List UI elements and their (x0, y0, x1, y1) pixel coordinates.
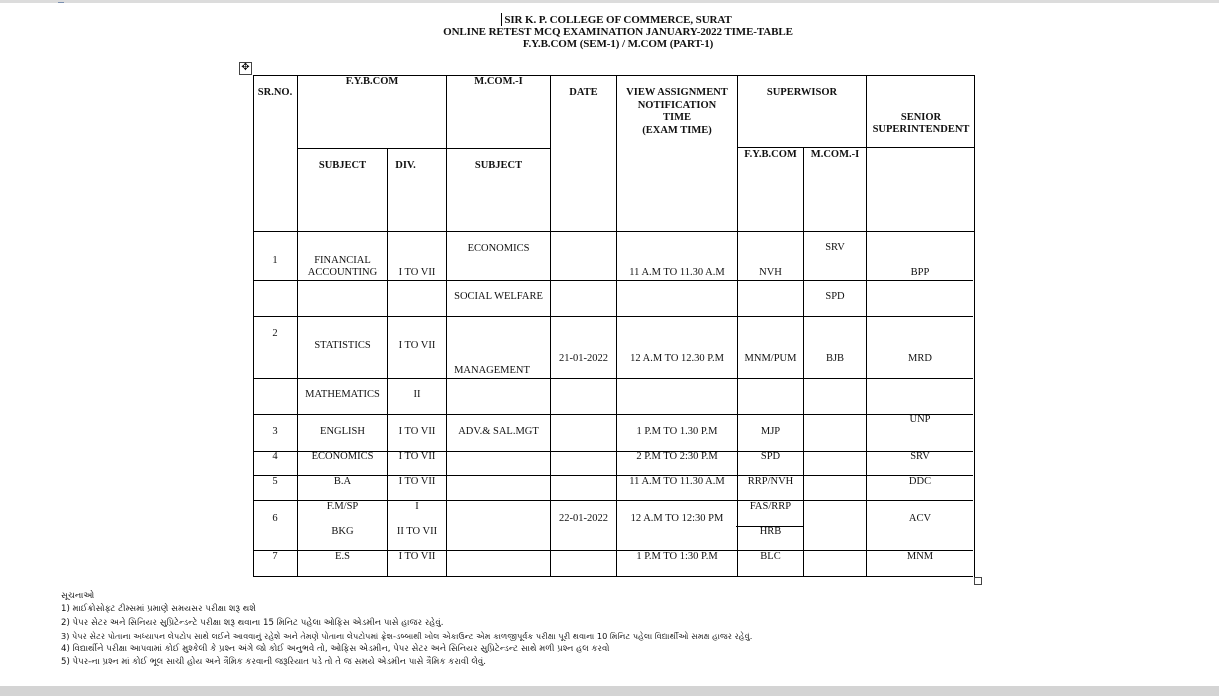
sup-fybcom-row-1: NVH (759, 267, 782, 278)
header-date: DATE (569, 87, 598, 98)
mcom-subject-adv-sal-mgt: ADV.& SAL.MGT (458, 426, 539, 437)
instruction-5: 5) પેપર-ના પ્રશ્ન માં કોઈ ભૂલ સાચી હોય અને ત્રૈમિક કરવાની જરૂરિયાત પડે તો તે જ સમયે એડમીન પાસે ત્રૈમિક કરાવી લેવું. (61, 657, 487, 668)
header-mcom: M.COM.-I (474, 76, 523, 87)
grid-line (253, 75, 254, 577)
header-senior-superintendent: SENIOR SUPERINTENDENT (872, 112, 970, 135)
subject-bkg: BKG (331, 526, 354, 537)
div-mathematics: II (413, 389, 421, 400)
table-resize-handle[interactable] (974, 577, 982, 585)
time-row-5: 11 A.M TO 11.30 A.M (629, 476, 725, 487)
header-sr-no: SR.NO. (257, 87, 293, 98)
senior-row-6: ACV (908, 513, 932, 524)
grid-line (446, 75, 447, 577)
senior-row-5: DDC (908, 476, 932, 487)
sup-fybcom-row-4: SPD (760, 451, 781, 462)
grid-line (253, 378, 973, 379)
div-financial: I TO VII (398, 267, 436, 278)
time-row-1: 11 A.M TO 11.30 A.M (629, 267, 725, 278)
subject-es: E.S (335, 551, 350, 562)
instruction-3: 3) પેપર સેટર પોતાના અધ્યાપન લેપટોપ સાથે લઈને આવવાનું રહેશે અને તેમણે પોતાના લેપટોપમાં ફ્રેશ-ડબ્બાથી ખોલ એકાઉન્ટ એમ કાળજીપૂર્વક પરીક્ષા પૂરી થવાના 10 મિનિટ પહેલા વિદ્યાર્થીઓ સમક્ષ હાજર રહેવું. (61, 630, 753, 641)
senior-row-3: UNP (909, 414, 931, 425)
grid-line (616, 75, 617, 577)
date-21-01-2022: 21-01-2022 (559, 353, 608, 364)
div-es: I TO VII (398, 551, 436, 562)
sr-1: 1 (272, 255, 278, 266)
time-row-2: 12 A.M TO 12.30 P.M (630, 353, 724, 364)
sup-fybcom-row-7: BLC (760, 551, 781, 562)
senior-row-2: MRD (908, 353, 932, 364)
header-mcom-subject: SUBJECT (474, 160, 523, 171)
grid-line (253, 280, 973, 281)
instruction-4: 4) વિદ્યાર્થીને પરીક્ષા આપવામાં કોઈ મુશ્કેલી કે પ્રશ્ન અંગે જો કોઈ અનુભવે તો, ઓફિસ એડમીન, પેપર સેટર અને સિનિયર સુપ્રિટેન્ડન્ટ સાથે મળી પ્રશ્ન હલ કરવો (61, 644, 610, 655)
exam-title: ONLINE RETEST MCQ EXAMINATION JANUARY-2022 TIME-TABLE (443, 26, 793, 38)
grid-line (737, 147, 975, 148)
sup-fybcom-row-6b: HRB (759, 526, 782, 537)
sr-6: 6 (272, 513, 278, 524)
instructions-heading: સૂચનાઓ (61, 591, 95, 601)
sup-mcom-spd: SPD (825, 291, 845, 302)
date-22-01-2022: 22-01-2022 (559, 513, 608, 524)
header-sup-fybcom: F.Y.B.COM (744, 149, 797, 160)
div-english: I TO VII (398, 426, 436, 437)
subject-statistics: STATISTICS (314, 340, 371, 351)
sup-mcom-srv: SRV (825, 242, 845, 253)
header-sup-mcom: M.COM.-I (810, 149, 860, 160)
table-move-handle-icon[interactable]: ✥ (239, 62, 252, 75)
header-subject: SUBJECT (318, 160, 367, 171)
mcom-subject-management: MANAGEMENT (454, 365, 530, 376)
senior-row-1: BPP (910, 267, 930, 278)
sup-fybcom-row-3: MJP (760, 426, 781, 437)
sup-fybcom-row-5: RRP/NVH (747, 476, 794, 487)
instruction-2: 2) પેપર સેટર અને સિનિયર સુપ્રિટેન્ડન્ટે પરીક્ષા શરૂ થવાના 15 મિનિટ પહેલા ઓફિસ એડમીન પાસે હાજર રહેવું. (61, 617, 444, 628)
time-row-3: 1 P.M TO 1.30 P.M (636, 426, 718, 437)
senior-row-7: MNM (906, 551, 934, 562)
div-economics: I TO VII (398, 451, 436, 462)
mcom-subject-social-welfare: SOCIAL WELFARE (454, 291, 543, 302)
subject-financial-accounting: FINANCIAL ACCOUNTING (307, 255, 378, 278)
sr-7: 7 (272, 551, 278, 562)
grid-line (974, 75, 975, 577)
subject-economics: ECONOMICS (311, 451, 374, 462)
sup-fybcom-row-2: MNM/PUM (744, 353, 797, 364)
subject-mathematics: MATHEMATICS (305, 389, 380, 400)
header-div: DIV. (395, 160, 416, 171)
grid-line (253, 316, 973, 317)
instructions (61, 590, 752, 670)
sup-mcom-row-2: BJB (825, 353, 845, 364)
header-time: VIEW ASSIGNMENT NOTIFICATION TIME (EXAM TIME) (626, 87, 728, 136)
sr-5: 5 (272, 476, 278, 487)
div-bkg: II TO VII (396, 526, 438, 537)
grid-line (298, 148, 551, 149)
subject-ba: B.A (333, 476, 352, 487)
div-fm-sp: I (415, 501, 419, 512)
time-row-7: 1 P.M TO 1:30 P.M (636, 551, 718, 562)
div-statistics: I TO VII (398, 340, 436, 351)
college-title: SIR K. P. COLLEGE OF COMMERCE, SURAT (504, 14, 732, 26)
time-row-6: 12 A.M TO 12:30 PM (630, 513, 724, 524)
sr-4: 4 (272, 451, 278, 462)
senior-row-4: SRV (910, 451, 930, 462)
grid-line (866, 75, 867, 577)
grid-line (253, 576, 973, 577)
time-row-4: 2 P.M TO 2:30 P.M (636, 451, 718, 462)
header-superwisor: SUPERWISOR (766, 87, 838, 98)
grid-line (253, 414, 973, 415)
course-title: F.Y.B.COM (SEM-1) / M.COM (PART-1) (522, 38, 714, 50)
sup-fybcom-row-6a: FAS/RRP (749, 501, 792, 512)
header-fybcom: F.Y.B.COM (345, 76, 399, 87)
sr-3: 3 (272, 426, 278, 437)
subject-fm-sp: F.M/SP (326, 501, 359, 512)
top-border (0, 0, 1219, 3)
subject-english: ENGLISH (320, 426, 365, 437)
div-ba: I TO VII (398, 476, 436, 487)
sr-2: 2 (272, 328, 278, 339)
mcom-subject-economics: ECONOMICS (467, 243, 530, 254)
instruction-1: 1) માઈક્રોસોફ્ટ ટીમ્સમાં પ્રમાણે સમયસર પરીક્ષા શરૂ થશે (61, 604, 257, 615)
page-corner-mark (58, 0, 64, 3)
window-bottom-bar (0, 686, 1219, 696)
grid-line (550, 75, 551, 577)
